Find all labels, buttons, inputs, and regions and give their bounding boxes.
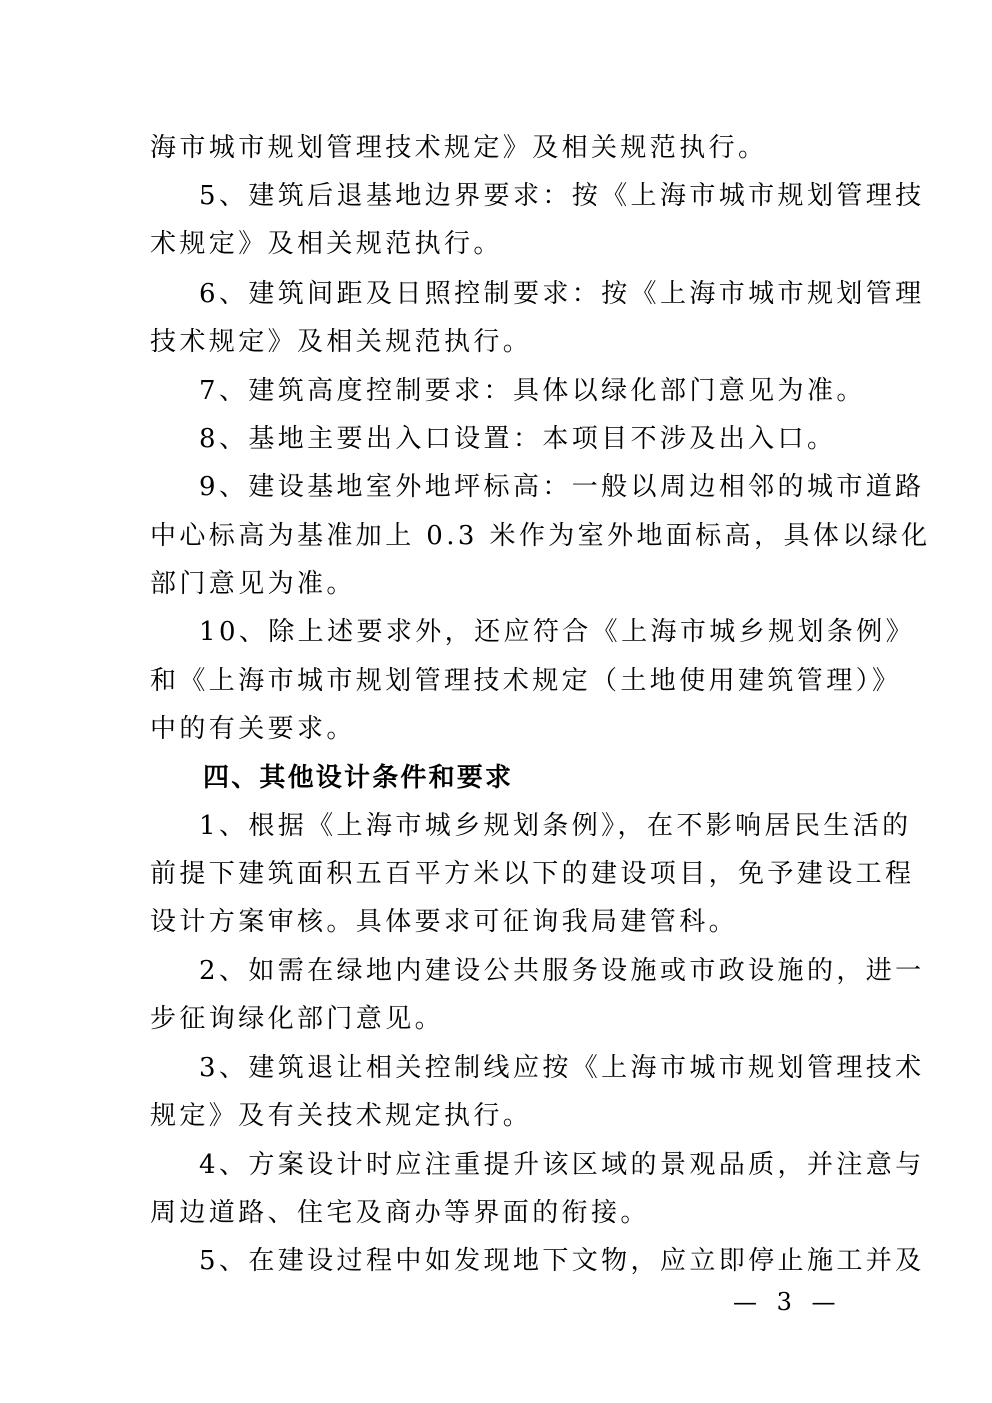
text-line: 9、建设基地室外地坪标高：一般以周边相邻的城市道路 [199,472,925,502]
text-line: 前提下建筑面积五百平方米以下的建设项目，免予建设工程 [150,859,915,889]
text-line: 4、方案设计时应注重提升该区域的景观品质，并注意与 [199,1150,925,1180]
text-line: 技术规定》及相关规范执行。 [150,327,533,357]
text-line: 2、如需在绿地内建设公共服务设施或市政设施的，进一 [199,956,925,986]
text-line: 和《上海市城市规划管理技术规定（土地使用建筑管理）》 [150,666,902,696]
section-heading: 四、其他设计条件和要求 [203,763,514,793]
text-line: 中心标高为基准加上 0.3 米作为室外地面标高，具体以绿化 [150,521,931,551]
text-line: 术规定》及相关规范执行。 [150,229,503,259]
text-line: 设计方案审核。具体要求可征询我局建管科。 [150,907,739,937]
text-line: 3、建筑退让相关控制线应按《上海市城市规划管理技术 [199,1053,925,1083]
text-line: 7、建筑高度控制要求：具体以绿化部门意见为准。 [199,376,866,406]
text-line: 周边道路、住宅及商办等界面的衔接。 [150,1198,650,1228]
text-line: 5、在建设过程中如发现地下文物，应立即停止施工并及 [199,1246,925,1276]
text-line: 5、建筑后退基地边界要求：按《上海市城市规划管理技 [199,181,925,211]
text-line: 10、除上述要求外，还应符合《上海市城乡规划条例》 [199,617,916,647]
text-line: 部门意见为准。 [150,569,356,599]
text-line: 中的有关要求。 [150,714,356,744]
text-line: 海市城市规划管理技术规定》及相关规范执行。 [150,133,768,163]
text-line: 规定》及有关技术规定执行。 [150,1101,533,1131]
text-line: 6、建筑间距及日照控制要求：按《上海市城市规划管理 [199,279,925,309]
text-line: 步征询绿化部门意见。 [150,1004,445,1034]
page-number: — 3 — [733,1288,842,1316]
text-line: 1、根据《上海市城乡规划条例》，在不影响居民生活的 [199,811,912,841]
text-line: 8、基地主要出入口设置：本项目不涉及出入口。 [199,424,837,454]
